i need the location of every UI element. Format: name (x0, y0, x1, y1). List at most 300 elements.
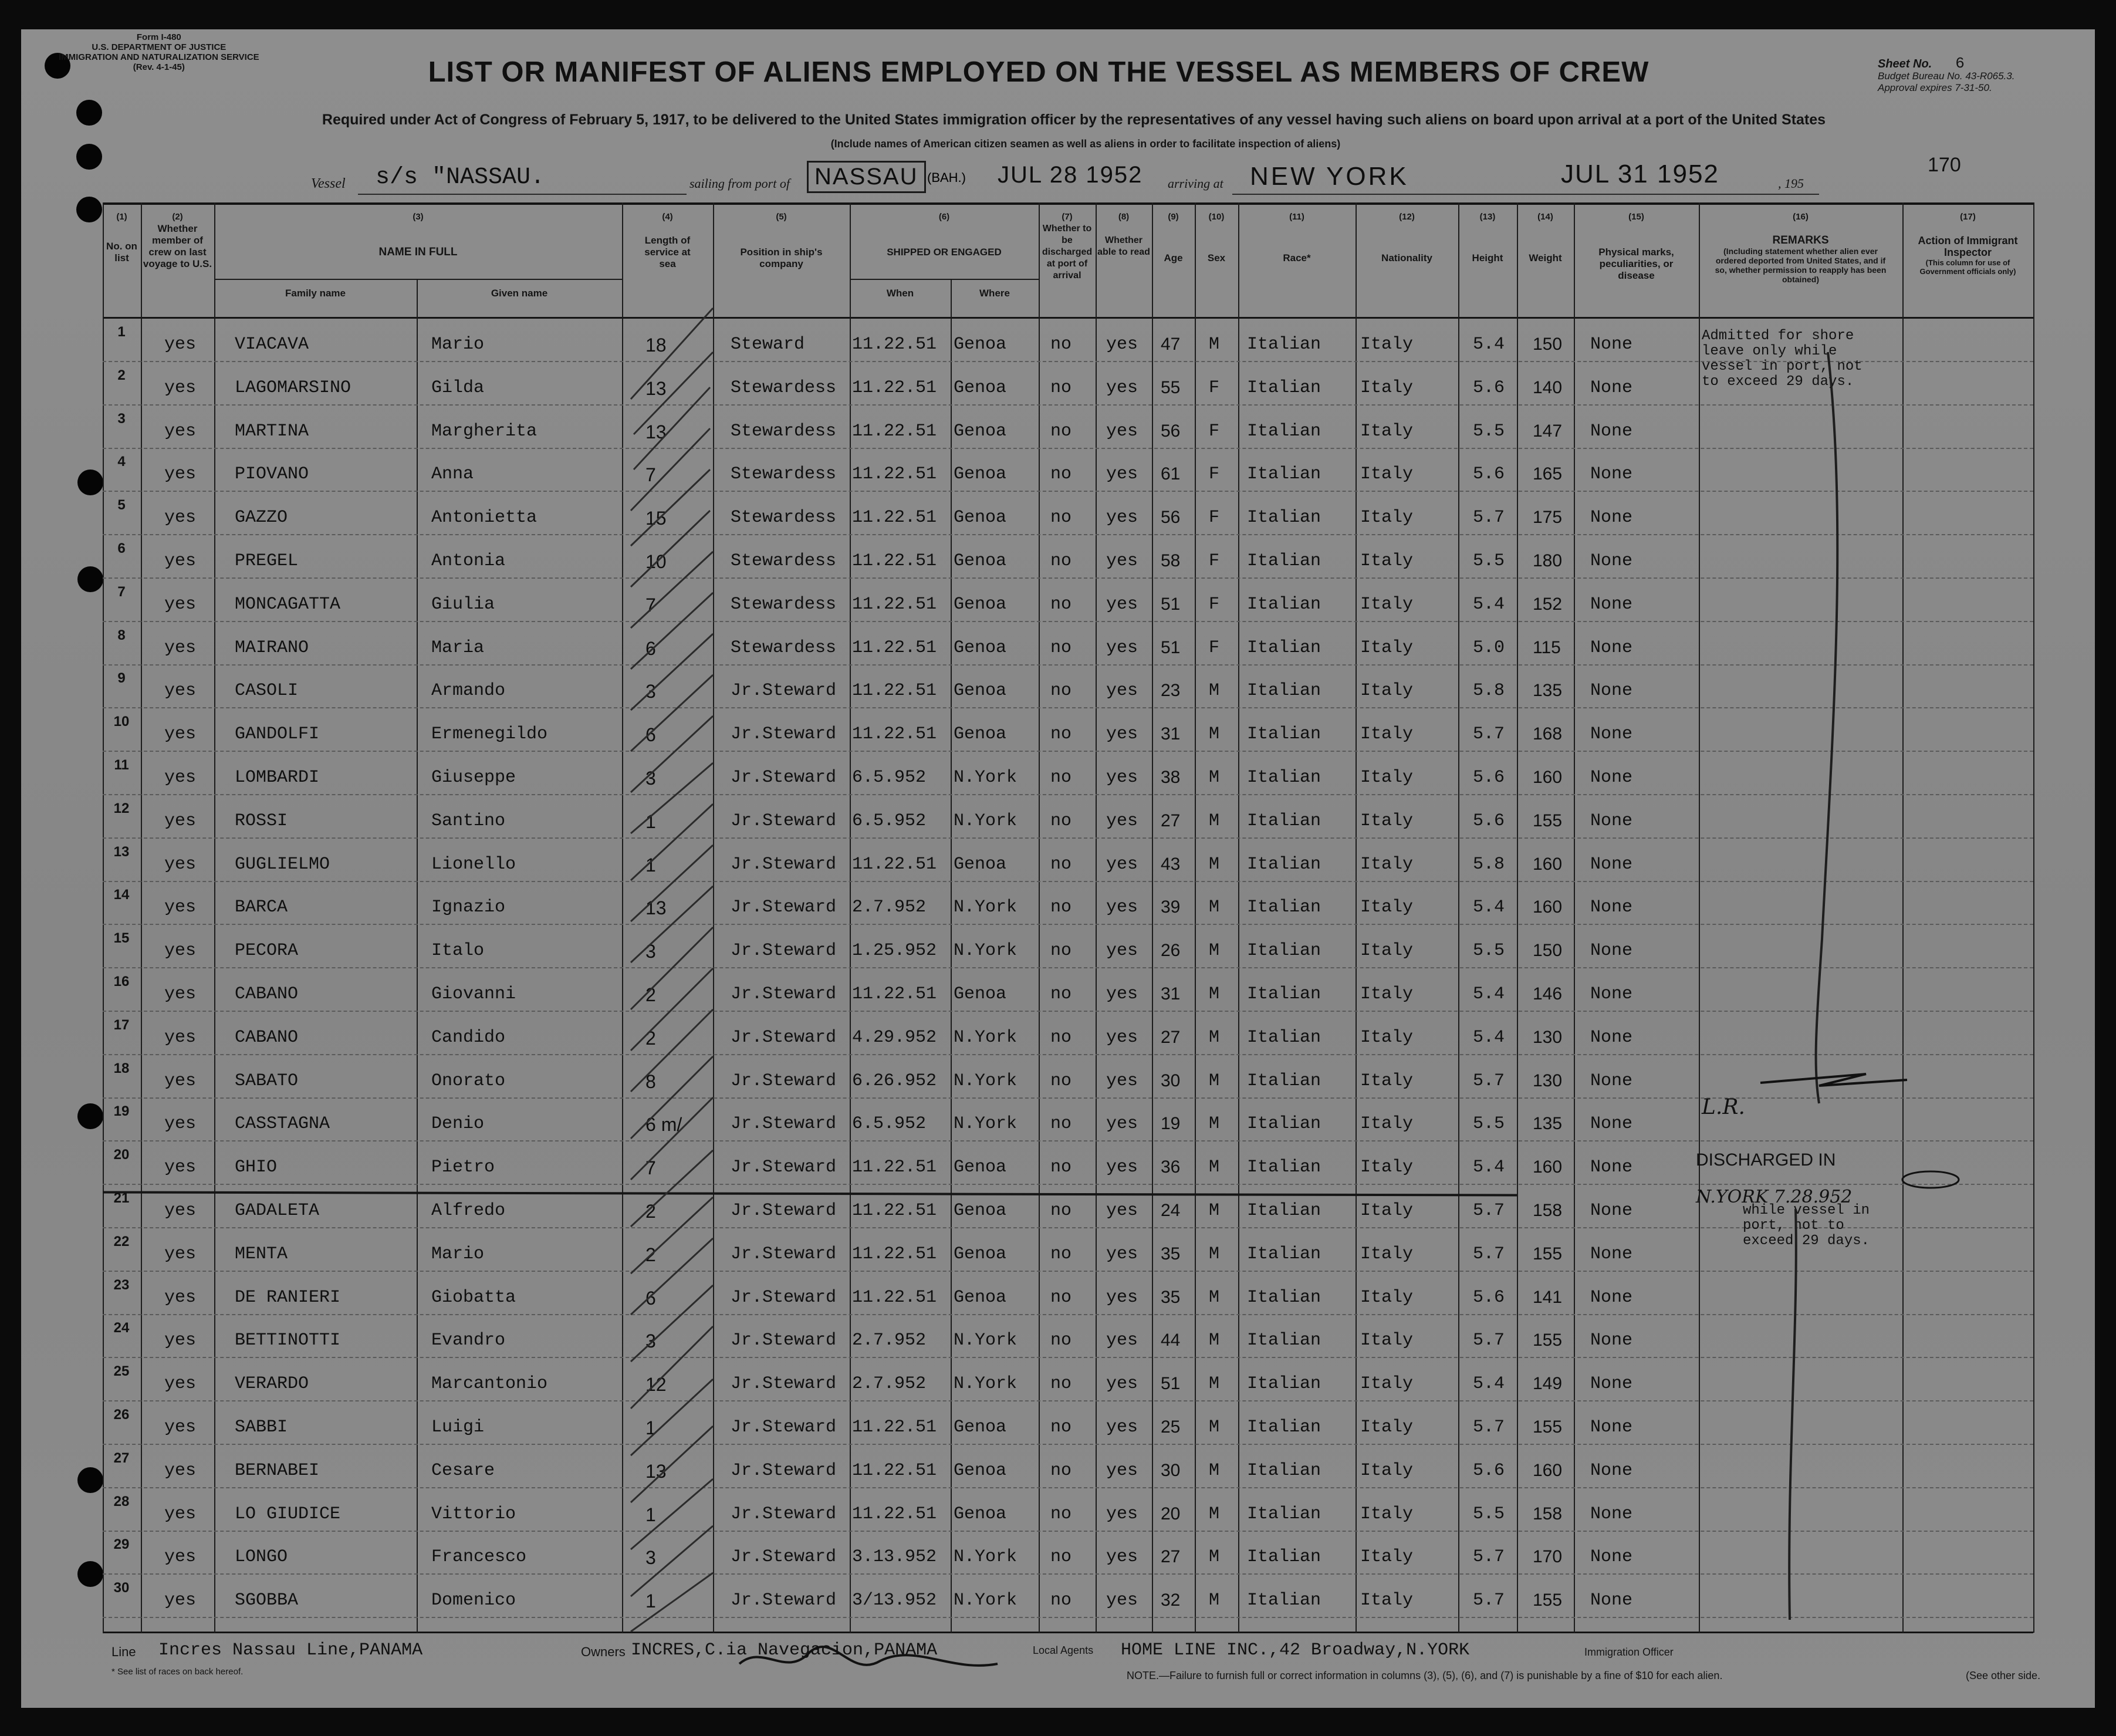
weight: 170 (1533, 1547, 1563, 1566)
col-header-11: (11) Race* (1283, 212, 1311, 264)
row-divider (103, 664, 2033, 666)
able-to-read: yes (1106, 1114, 1138, 1134)
race: Italian (1247, 1374, 1321, 1394)
given-name: Antonietta (431, 508, 538, 528)
service-length: 6 (645, 1288, 656, 1309)
shipped-where: Genoa (954, 984, 1007, 1004)
physical-marks: None (1590, 1461, 1633, 1481)
family-name: LONGO (235, 1547, 288, 1567)
discharged: no (1050, 1504, 1072, 1524)
given-name: Mario (431, 335, 485, 354)
age: 43 (1161, 855, 1181, 874)
given-name: Candido (431, 1028, 506, 1048)
crew-last-voyage: yes (164, 768, 197, 788)
given-name: Giobatta (431, 1288, 516, 1308)
physical-marks: None (1590, 897, 1633, 917)
weight: 130 (1533, 1028, 1563, 1047)
height: 5.6 (1473, 1288, 1505, 1308)
age: 32 (1161, 1590, 1181, 1610)
age: 24 (1161, 1201, 1181, 1220)
nationality: Italy (1360, 724, 1414, 744)
family-name: GADALETA (235, 1201, 320, 1221)
discharged: no (1050, 1157, 1072, 1177)
discharged: no (1050, 1461, 1072, 1481)
shipped-when: 11.22.51 (852, 1157, 937, 1177)
binder-hole (76, 197, 102, 222)
able-to-read: yes (1106, 551, 1138, 571)
age: 55 (1161, 378, 1181, 397)
sex: F (1209, 378, 1220, 398)
service-length: 3 (645, 941, 656, 962)
discharged: no (1050, 595, 1072, 614)
sex: F (1209, 508, 1220, 528)
departure-port-note: (BAH.) (927, 170, 966, 185)
given-name: Domenico (431, 1590, 516, 1610)
row-divider (103, 1357, 2033, 1358)
height: 5.5 (1473, 1504, 1505, 1524)
col-subheader-given: Given name (491, 288, 548, 299)
nationality: Italy (1360, 378, 1414, 398)
able-to-read: yes (1106, 768, 1138, 788)
service-length: 2 (645, 1028, 656, 1049)
physical-marks: None (1590, 638, 1633, 658)
sex: M (1209, 897, 1220, 917)
position: Stewardess (731, 551, 837, 571)
physical-marks: None (1590, 1374, 1633, 1394)
family-name: CASOLI (235, 681, 299, 701)
department: U.S. DEPARTMENT OF JUSTICE (92, 42, 227, 52)
able-to-read: yes (1106, 811, 1138, 831)
race: Italian (1247, 855, 1321, 874)
sex: M (1209, 335, 1220, 354)
shipped-when: 2.7.952 (852, 897, 927, 917)
service-length: 2 (645, 984, 656, 1005)
age: 30 (1161, 1071, 1181, 1090)
sex: M (1209, 1374, 1220, 1394)
sex: M (1209, 1244, 1220, 1264)
binder-hole (77, 1103, 103, 1129)
weight: 160 (1533, 897, 1563, 917)
col-header-1: (1) No. on list (106, 212, 137, 264)
arrival-date-stamp: JUL 31 1952 (1561, 160, 1719, 188)
nationality: Italy (1360, 1244, 1414, 1264)
family-name: PIOVANO (235, 464, 309, 484)
position: Jr.Steward (731, 1590, 837, 1610)
given-name: Francesco (431, 1547, 527, 1567)
height: 5.7 (1473, 1547, 1505, 1567)
age: 19 (1161, 1114, 1181, 1133)
given-name: Onorato (431, 1071, 506, 1091)
physical-marks: None (1590, 1028, 1633, 1048)
row-number: 30 (113, 1580, 130, 1596)
sex: M (1209, 984, 1220, 1004)
crew-last-voyage: yes (164, 984, 197, 1004)
family-name: VIACAVA (235, 335, 309, 354)
family-name: GAZZO (235, 508, 288, 528)
shipped-when: 11.22.51 (852, 464, 937, 484)
weight: 150 (1533, 941, 1563, 960)
shipped-where: Genoa (954, 335, 1007, 354)
row-divider (103, 1140, 2033, 1141)
able-to-read: yes (1106, 1330, 1138, 1350)
race: Italian (1247, 1201, 1321, 1221)
family-name: CABANO (235, 984, 299, 1004)
row-number: 23 (113, 1277, 130, 1293)
crew-last-voyage: yes (164, 378, 197, 398)
age: 36 (1161, 1157, 1181, 1177)
shipped-where: Genoa (954, 595, 1007, 614)
col-header-8: (8) Whether able to read (1097, 212, 1150, 257)
row-divider (103, 794, 2033, 795)
discharged: no (1050, 1114, 1072, 1134)
service-length: 13 (645, 421, 667, 443)
position: Jr.Steward (731, 1417, 837, 1437)
service-name: IMMIGRATION AND NATURALIZATION SERVICE (59, 52, 259, 62)
row-number: 15 (113, 930, 130, 946)
crew-last-voyage: yes (164, 681, 197, 701)
shipped-when: 11.22.51 (852, 1417, 937, 1437)
row-divider (103, 534, 2033, 535)
row-divider (103, 1617, 2033, 1618)
crew-last-voyage: yes (164, 464, 197, 484)
service-length: 1 (645, 1417, 656, 1438)
row-divider (103, 491, 2033, 492)
service-length: 2 (645, 1244, 656, 1265)
physical-marks: None (1590, 508, 1633, 528)
race: Italian (1247, 1461, 1321, 1481)
position: Stewardess (731, 638, 837, 658)
position: Jr.Steward (731, 1244, 837, 1264)
shipped-where: N.York (954, 1330, 1018, 1350)
row-number: 20 (113, 1147, 130, 1163)
able-to-read: yes (1106, 1374, 1138, 1394)
col-header-9: (9) Age (1164, 212, 1183, 264)
shipped-where: Genoa (954, 724, 1007, 744)
service-length: 6 m/ (645, 1114, 682, 1135)
given-name: Mario (431, 1244, 485, 1264)
crew-last-voyage: yes (164, 1157, 197, 1177)
position: Stewardess (731, 378, 837, 398)
footer-officer-label: Immigration Officer (1584, 1646, 1674, 1658)
crew-last-voyage: yes (164, 1028, 197, 1048)
able-to-read: yes (1106, 724, 1138, 744)
able-to-read: yes (1106, 1244, 1138, 1264)
row-number: 8 (117, 627, 126, 643)
crew-last-voyage: yes (164, 1071, 197, 1091)
row-divider (103, 577, 2033, 579)
nationality: Italy (1360, 811, 1414, 831)
service-length: 1 (645, 1504, 656, 1525)
age: 25 (1161, 1417, 1181, 1437)
row-divider (103, 1054, 2033, 1055)
shipped-where: Genoa (954, 1244, 1007, 1264)
weight: 180 (1533, 551, 1563, 570)
family-name: CASSTAGNA (235, 1114, 330, 1134)
discharged: no (1050, 897, 1072, 917)
crew-last-voyage: yes (164, 724, 197, 744)
nationality: Italy (1360, 551, 1414, 571)
family-name: MAIRANO (235, 638, 309, 658)
row-number: 28 (113, 1494, 130, 1509)
position: Jr.Steward (731, 681, 837, 701)
age: 31 (1161, 724, 1181, 744)
shipped-where: Genoa (954, 378, 1007, 398)
given-name: Giovanni (431, 984, 516, 1004)
shipped-when: 11.22.51 (852, 681, 937, 701)
height: 5.5 (1473, 1114, 1505, 1134)
col-header-16: (16) REMARKS (Including statement whether alien ever ordered deported from United States, and if so, whether permission to reapply has been obtained) (1715, 212, 1887, 284)
service-length: 3 (645, 1330, 656, 1352)
physical-marks: None (1590, 1201, 1633, 1221)
shipped-where: N.York (954, 768, 1018, 788)
position: Jr.Steward (731, 1028, 837, 1048)
height: 5.4 (1473, 595, 1505, 614)
family-name: GUGLIELMO (235, 855, 330, 874)
race: Italian (1247, 897, 1321, 917)
sailing-date-stamp: JUL 28 1952 (998, 162, 1143, 188)
discharged: no (1050, 378, 1072, 398)
given-name: Antonia (431, 551, 506, 571)
given-name: Anna (431, 464, 474, 484)
nationality: Italy (1360, 638, 1414, 658)
age: 51 (1161, 1374, 1181, 1393)
height: 5.7 (1473, 1071, 1505, 1091)
col-subheader-family: Family name (285, 288, 346, 299)
able-to-read: yes (1106, 1504, 1138, 1524)
sex: M (1209, 768, 1220, 788)
shipped-when: 11.22.51 (852, 1504, 937, 1524)
position: Jr.Steward (731, 1071, 837, 1091)
row-divider (103, 1531, 2033, 1532)
shipped-where: N.York (954, 1547, 1018, 1567)
physical-marks: None (1590, 768, 1633, 788)
sailing-label: sailing from port of (689, 176, 790, 191)
nationality: Italy (1360, 1504, 1414, 1524)
row-number: 14 (113, 887, 130, 903)
shipped-where: Genoa (954, 1157, 1007, 1177)
age: 61 (1161, 464, 1181, 484)
row-divider (103, 1400, 2033, 1401)
sex: M (1209, 1330, 1220, 1350)
physical-marks: None (1590, 464, 1633, 484)
sex: M (1209, 724, 1220, 744)
given-name: Margherita (431, 421, 538, 441)
budget-bureau: Budget Bureau No. 43-R065.3. (1878, 70, 2015, 82)
shipped-where: Genoa (954, 681, 1007, 701)
footer-races-note: * See list of races on back hereof. (111, 1667, 244, 1677)
sex: M (1209, 1114, 1220, 1134)
race: Italian (1247, 1071, 1321, 1091)
weight: 155 (1533, 1244, 1563, 1264)
crew-last-voyage: yes (164, 1244, 197, 1264)
given-name: Maria (431, 638, 485, 658)
nationality: Italy (1360, 984, 1414, 1004)
position: Jr.Steward (731, 1114, 837, 1134)
weight: 146 (1533, 984, 1563, 1004)
race: Italian (1247, 551, 1321, 571)
shipped-where: Genoa (954, 508, 1007, 528)
shipped-where: Genoa (954, 855, 1007, 874)
service-length: 18 (645, 335, 667, 356)
height: 5.4 (1473, 984, 1505, 1004)
age: 23 (1161, 681, 1181, 700)
shipped-when: 6.5.952 (852, 1114, 927, 1134)
row-number: 22 (113, 1234, 130, 1249)
service-length: 1 (645, 855, 656, 876)
physical-marks: None (1590, 1114, 1633, 1134)
physical-marks: None (1590, 551, 1633, 571)
family-name: BERNABEI (235, 1461, 320, 1481)
shipped-when: 11.22.51 (852, 335, 937, 354)
weight: 152 (1533, 595, 1563, 614)
arrival-port-stamp: NEW YORK (1250, 162, 1409, 191)
weight: 155 (1533, 811, 1563, 830)
able-to-read: yes (1106, 1201, 1138, 1221)
height: 5.6 (1473, 1461, 1505, 1481)
family-name: SABBI (235, 1417, 288, 1437)
given-name: Vittorio (431, 1504, 516, 1524)
discharged: no (1050, 768, 1072, 788)
position: Jr.Steward (731, 1288, 837, 1308)
given-name: Armando (431, 681, 506, 701)
physical-marks: None (1590, 1244, 1633, 1264)
weight: 135 (1533, 681, 1563, 700)
crew-last-voyage: yes (164, 1374, 197, 1394)
footer-owners-label: Owners (581, 1644, 626, 1659)
sheet-info (1878, 55, 2015, 94)
discharged: no (1050, 724, 1072, 744)
sex: M (1209, 1201, 1220, 1221)
crew-last-voyage: yes (164, 421, 197, 441)
age: 31 (1161, 984, 1181, 1004)
family-name: GANDOLFI (235, 724, 320, 744)
age: 27 (1161, 1028, 1181, 1047)
physical-marks: None (1590, 1157, 1633, 1177)
family-name: BARCA (235, 897, 288, 917)
col-subheader-when: When (886, 288, 914, 299)
weight: 155 (1533, 1417, 1563, 1437)
shipped-where: Genoa (954, 464, 1007, 484)
footer-agents-value: HOME LINE INC.,42 Broadway,N.YORK (1121, 1640, 1470, 1660)
shipped-where: Genoa (954, 551, 1007, 571)
given-name: Ignazio (431, 897, 506, 917)
shipped-when: 11.22.51 (852, 1288, 937, 1308)
row-divider (103, 621, 2033, 622)
service-length: 8 (645, 1071, 656, 1092)
family-name: SGOBBA (235, 1590, 299, 1610)
able-to-read: yes (1106, 508, 1138, 528)
col-header-12: (12) Nationality (1381, 212, 1432, 264)
given-name: Denio (431, 1114, 485, 1134)
row-divider (103, 1314, 2033, 1315)
footer-agents-label: Local Agents (1033, 1644, 1094, 1656)
shipped-when: 11.22.51 (852, 421, 937, 441)
race: Italian (1247, 984, 1321, 1004)
height: 5.7 (1473, 1201, 1505, 1221)
row-number: 17 (113, 1017, 130, 1033)
family-name: SABATO (235, 1071, 299, 1091)
shipped-where: Genoa (954, 1201, 1007, 1221)
shipped-when: 2.7.952 (852, 1330, 927, 1350)
given-name: Marcantonio (431, 1374, 548, 1394)
position: Steward (731, 335, 805, 354)
crew-last-voyage: yes (164, 897, 197, 917)
discharged: no (1050, 1590, 1072, 1610)
nationality: Italy (1360, 508, 1414, 528)
crew-last-voyage: yes (164, 1330, 197, 1350)
shipped-when: 11.22.51 (852, 378, 937, 398)
nationality: Italy (1360, 1114, 1414, 1134)
nationality: Italy (1360, 897, 1414, 917)
service-length: 7 (645, 464, 656, 485)
service-length: 6 (645, 724, 656, 745)
family-name: DE RANIERI (235, 1288, 341, 1308)
family-name: ROSSI (235, 811, 288, 831)
shipped-where: N.York (954, 897, 1018, 917)
race: Italian (1247, 941, 1321, 961)
binder-hole (76, 100, 102, 126)
given-name: Luigi (431, 1417, 485, 1437)
col-header-4: (4) Length of service at sea (644, 212, 691, 269)
col-header-3: (3) NAME IN FULL (378, 212, 458, 258)
discharged: no (1050, 984, 1072, 1004)
weight: 158 (1533, 1201, 1563, 1220)
shipped-where: Genoa (954, 638, 1007, 658)
col-header-15: (15) Physical marks, peculiarities, or disease (1598, 212, 1674, 281)
position: Jr.Steward (731, 984, 837, 1004)
col-header-6: (6) SHIPPED OR ENGAGED (887, 212, 1002, 258)
given-name: Santino (431, 811, 506, 831)
departure-port-stamp: NASSAU (807, 161, 926, 193)
col-header-5: (5) Position in ship's company (740, 212, 823, 269)
sex: M (1209, 1157, 1220, 1177)
crew-last-voyage: yes (164, 1547, 197, 1567)
age: 44 (1161, 1330, 1181, 1350)
age: 27 (1161, 811, 1181, 830)
remark-stamp-20: while vessel in port, not to exceed 29 days. (1743, 1203, 1870, 1249)
crew-last-voyage: yes (164, 941, 197, 961)
row-number: 26 (113, 1407, 130, 1423)
shipped-when: 11.22.51 (852, 1461, 937, 1481)
height: 5.5 (1473, 421, 1505, 441)
service-length: 3 (645, 768, 656, 789)
row-number: 25 (113, 1363, 130, 1379)
race: Italian (1247, 1028, 1321, 1048)
binder-hole (77, 566, 103, 592)
weight: 165 (1533, 464, 1563, 484)
row-number: 16 (113, 974, 130, 989)
shipped-where: N.York (954, 1114, 1018, 1134)
physical-marks: None (1590, 1330, 1633, 1350)
physical-marks: None (1590, 681, 1633, 701)
position: Jr.Steward (731, 768, 837, 788)
discharged: no (1050, 1547, 1072, 1567)
position: Jr.Steward (731, 1547, 837, 1567)
col-header-2: (2) Whether member of crew on last voyage to U.S. (143, 212, 212, 269)
row-number: 24 (113, 1320, 130, 1336)
position: Jr.Steward (731, 1374, 837, 1394)
nationality: Italy (1360, 595, 1414, 614)
shipped-when: 6.26.952 (852, 1071, 937, 1091)
footer-see-other-side: (See other side. (1966, 1670, 2041, 1681)
row-divider (103, 967, 2033, 968)
discharged: no (1050, 638, 1072, 658)
row-number: 27 (113, 1450, 130, 1466)
able-to-read: yes (1106, 1288, 1138, 1308)
include-note: (Include names of American citizen seamen as well as aliens in order to facilitate inspection of aliens) (830, 138, 1341, 150)
able-to-read: yes (1106, 897, 1138, 917)
sex: M (1209, 1504, 1220, 1524)
